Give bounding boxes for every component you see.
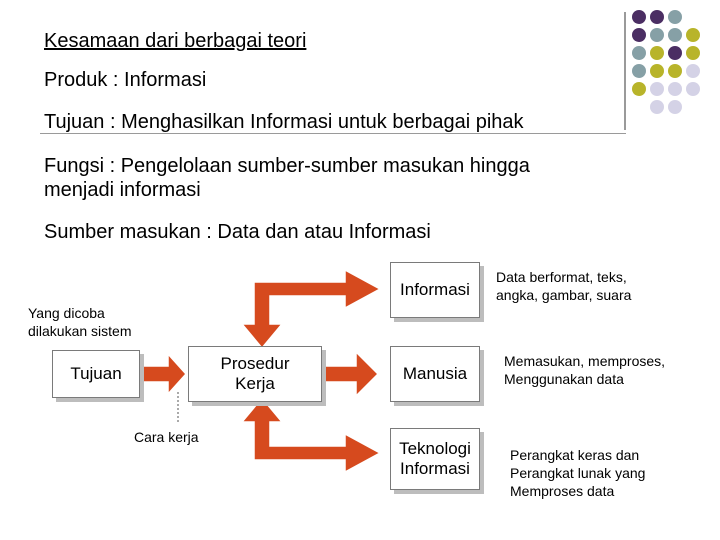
box-manusia-label: Manusia <box>402 364 468 383</box>
line-sumber: Sumber masukan : Data dan atau Informasi <box>44 221 431 243</box>
desc-informasi-2: angka, gambar, suara <box>496 287 632 303</box>
box-informasi-label: Informasi <box>400 280 470 299</box>
box-informasi <box>390 262 480 318</box>
desc-manusia-1: Memasukan, memproses, <box>504 353 666 369</box>
box-prosedur-kerja <box>188 346 322 402</box>
label-yang-dicoba-2: dilakukan sistem <box>28 323 132 339</box>
box-prosedur-label-2: Kerja <box>235 374 275 393</box>
desc-informasi-1: Data berformat, teks, <box>496 269 627 285</box>
box-teknologi-label-2: Informasi <box>400 459 470 478</box>
arrow-tujuan <box>138 354 186 394</box>
arrow-top <box>242 270 380 348</box>
box-teknologi-label-1: Teknologi <box>399 439 471 458</box>
line-fungsi-2: menjadi informasi <box>44 179 201 201</box>
desc-teknologi-1: Perangkat keras dan <box>510 447 640 463</box>
label-yang-dicoba <box>28 304 132 340</box>
line-fungsi-1: Fungsi : Pengelolaan sumber-sumber masukan hingga <box>44 155 530 177</box>
box-manusia <box>390 346 480 402</box>
box-tujuan <box>52 350 140 398</box>
desc-teknologi <box>510 446 645 500</box>
arrow-bottom <box>242 398 380 472</box>
box-teknologi-informasi <box>390 428 480 490</box>
desc-teknologi-3: Memproses data <box>510 483 615 499</box>
line-produk: Produk : Informasi <box>44 69 207 91</box>
desc-manusia <box>504 352 665 388</box>
desc-manusia-2: Menggunakan data <box>504 371 624 387</box>
label-yang-dicoba-1: Yang dicoba <box>28 305 105 321</box>
desc-teknologi-2: Perangkat lunak yang <box>510 465 646 481</box>
arrow-manusia <box>322 352 378 396</box>
box-tujuan-label: Tujuan <box>70 364 122 383</box>
slide-title: Kesamaan dari berbagai teori <box>44 30 307 52</box>
label-cara-kerja: Cara kerja <box>134 429 199 445</box>
line-tujuan: Tujuan : Menghasilkan Informasi untuk berbagai pihak <box>44 111 524 133</box>
box-prosedur-label-1: Prosedur <box>220 354 290 373</box>
desc-informasi <box>496 268 631 304</box>
